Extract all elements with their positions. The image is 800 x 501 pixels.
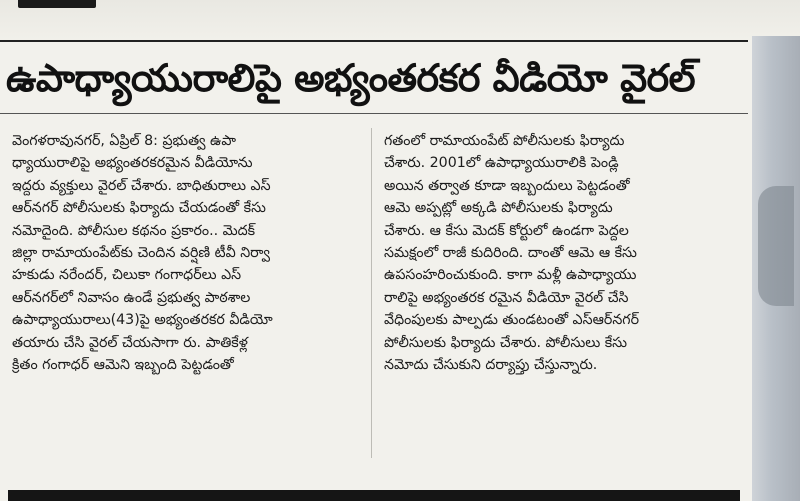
body-line: పోలీసులకు ఫిర్యాదు చేశారు. పోలీసులు కేసు xyxy=(384,334,628,351)
body-line: సమక్షంలో రాజీ కుదిరింది. దాంతో ఆమె ఆ కేసు xyxy=(384,244,637,261)
body-line: వేధింపులకు పాల్పడు తుండటంతో ఎస్‌ఆర్‌నగర్ xyxy=(384,312,639,329)
body-line: ఉపాధ్యాయురాలు(43)పై అభ్యంతరకర వీడియో xyxy=(12,312,273,329)
body-line: చేశారు. ఆ కేసు మెదక్ కోర్టులో ఉండగా పెద్దల xyxy=(384,222,629,239)
body-line: నమోదు చేసుకుని దర్యాప్తు చేస్తున్నారు. xyxy=(384,356,598,373)
body-line: ఉపసంహరించుకుంది. కాగా మళ్లీ ఉపాధ్యాయు xyxy=(384,267,637,284)
adjacent-photo-edge xyxy=(752,36,800,501)
article-column-right xyxy=(384,130,734,376)
body-line: ఆమె అప్పట్లో అక్కడి పోలీసులకు ఫిర్యాదు xyxy=(384,200,613,217)
body-line: ధ్యాయురాలిపై అభ్యంతరకరమైన వీడియోను xyxy=(12,155,253,172)
next-article-headline-strip xyxy=(8,490,740,501)
article-headline: ఉపాధ్యాయురాలిపై అభ్యంతరకర వీడియో వైరల్ xyxy=(6,56,696,100)
body-line: నమోదైంది. పోలీసుల కథనం ప్రకారం.. మెదక్ xyxy=(12,222,256,239)
body-line: జిల్లా రామాయంపేట్‌కు చెందిన వర్షిణి టీవీ నిర్వా xyxy=(12,244,270,261)
body-line: తయారు చేసి వైరల్ చేయసాగా రు. పాతికేళ్ల xyxy=(12,334,248,351)
column-divider xyxy=(371,128,372,458)
body-line: వెంగళరావునగర్, ఏప్రిల్ 8: ప్రభుత్వ ఉపా xyxy=(12,133,236,149)
cropped-headline-fragment xyxy=(18,0,96,8)
body-line: క్రితం గంగాధర్ ఆమెని ఇబ్బంది పెట్టడంతో xyxy=(12,356,234,373)
headline-rule-top xyxy=(0,40,748,42)
body-line: అయిన తర్వాత కూడా ఇబ్బందులు పెట్టడంతో xyxy=(384,177,630,194)
body-line: చేశారు. 2001లో ఉపాధ్యాయురాలికి పెండ్లి xyxy=(384,155,619,172)
body-line: ఆర్‌నగర్‌లో నివాసం ఉండే ప్రభుత్వ పాఠశాల xyxy=(12,289,251,306)
body-line: హకుడు నరేందర్, చిలుకా గంగాధర్‌లు ఎస్ xyxy=(12,267,242,284)
headline-rule-bottom xyxy=(0,113,748,114)
article-column-left xyxy=(12,130,362,376)
body-line: ఇద్దరు వ్యక్తులు వైరల్ చేశారు. బాధితురాలు ఎస్ xyxy=(12,177,271,194)
photo-shadow xyxy=(758,186,794,306)
body-line: గతంలో రామాయంపేట్ పోలీసులకు ఫిర్యాదు xyxy=(384,133,625,149)
body-line: ఆర్‌నగర్ పోలీసులకు ఫిర్యాదు చేయడంతో కేసు xyxy=(12,200,266,217)
previous-article-strip xyxy=(0,0,800,40)
body-line: రాలిపై అభ్యంతరక రమైన వీడియో వైరల్ చేసి xyxy=(384,289,629,306)
